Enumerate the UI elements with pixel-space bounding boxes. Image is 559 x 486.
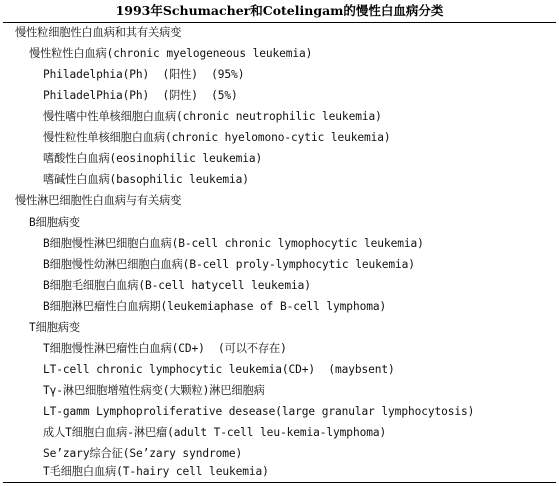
list-item: T细胞慢性淋巴瘤性白血病(CD+) (可以不存在) <box>43 342 287 355</box>
list-item: PhiladelPhia(Ph) (阴性) (5%) <box>43 89 238 102</box>
list-item: Tγ-淋巴细胞增殖性病变(大颗粒)淋巴细胞病 <box>43 384 265 397</box>
subheading-cml: 慢性粒性白血病(chronic myelogeneous leukemia) <box>29 47 313 60</box>
list-item: T毛细胞白血病(T-hairy cell leukemia) <box>43 465 269 478</box>
list-item: B细胞淋巴瘤性白血病期(leukemiaphase of B-cell lymphoma) <box>43 300 387 313</box>
list-item: Philadelphia(Ph) (阳性) (95%) <box>43 68 245 81</box>
list-item: B细胞慢性淋巴细胞白血病(B-cell chronic lymophocytic leukemia) <box>43 237 424 250</box>
list-item: LT-gamm Lymphoproliferative desease(large granular lymphocytosis) <box>43 405 475 418</box>
list-item: Se’zary综合征(Se’zary syndrome) <box>43 447 243 460</box>
section-heading-myeloid: 慢性粒细胞性白血病和其有关病变 <box>15 26 182 39</box>
list-item: B细胞毛细胞白血病(B-cell hatycell leukemia) <box>43 279 311 292</box>
list-item: 慢性嗜中性单核细胞白血病(chronic neutrophilic leukemia) <box>43 110 382 123</box>
list-item: 成人T细胞白血病-淋巴瘤(adult T-cell leu-kemia-lymphoma) <box>43 426 387 439</box>
section-heading-lymphoid: 慢性淋巴细胞性白血病与有关病变 <box>15 194 182 207</box>
table-title: 1993年Schumacher和Cotelingam的慢性白血病分类 <box>115 3 444 18</box>
list-item: 嗜碱性白血病(basophilic leukemia) <box>43 173 249 186</box>
bottom-rule <box>3 482 556 483</box>
list-item: 嗜酸性白血病(eosinophilic leukemia) <box>43 152 263 165</box>
subheading-t-cell: T细胞病变 <box>29 321 80 334</box>
list-item: LT-cell chronic lymphocytic leukemia(CD+) (maybsent) <box>43 363 395 376</box>
list-item: B细胞慢性幼淋巴细胞白血病(B-cell proly-lymphocytic leukemia) <box>43 258 415 271</box>
subheading-b-cell: B细胞病变 <box>29 216 80 229</box>
list-item: 慢性粒性单核细胞白血病(chronic hyelomono-cytic leukemia) <box>43 131 391 144</box>
